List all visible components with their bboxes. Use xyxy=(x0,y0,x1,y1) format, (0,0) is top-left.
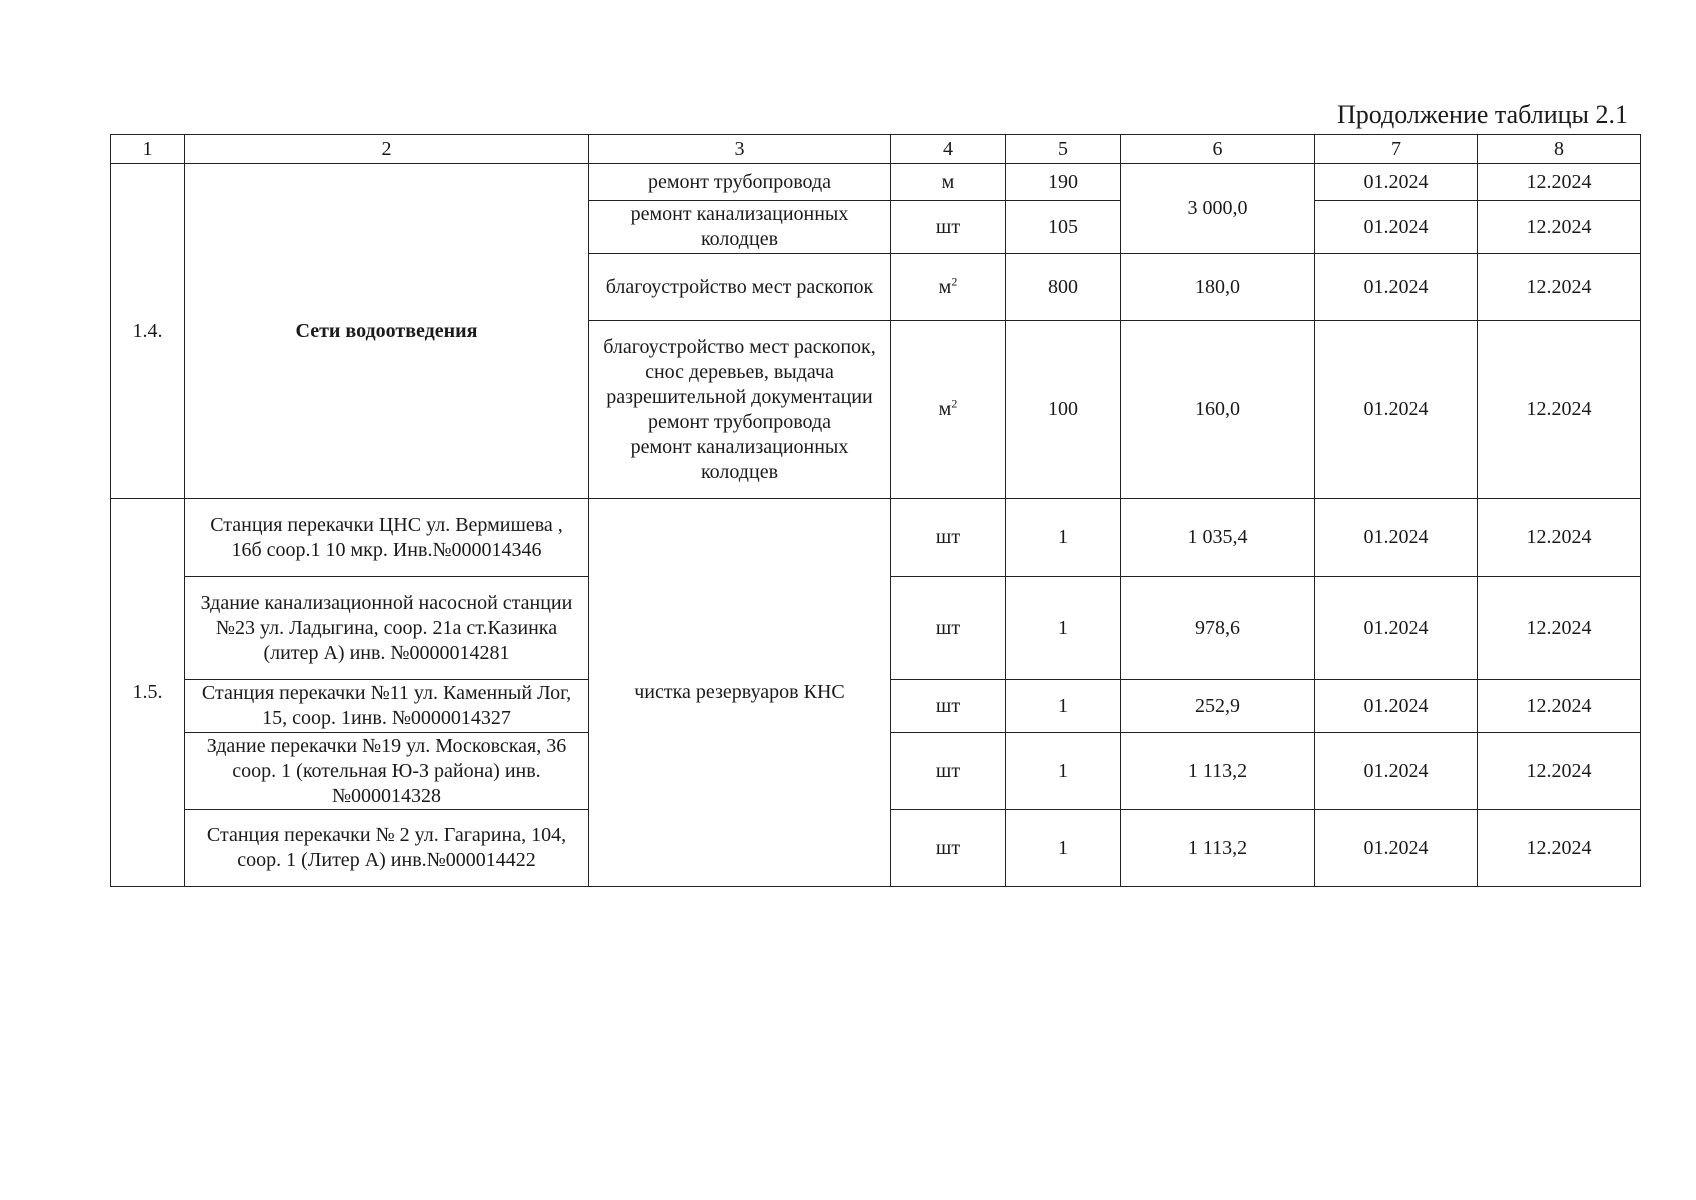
qty-cell: 100 xyxy=(1006,321,1121,499)
start-cell: 01.2024 xyxy=(1315,499,1478,577)
qty-cell: 1 xyxy=(1006,680,1121,733)
start-cell: 01.2024 xyxy=(1315,321,1478,499)
works-table xyxy=(110,134,1641,887)
cost-cell: 1 113,2 xyxy=(1121,733,1315,810)
header-cell: 8 xyxy=(1478,135,1641,164)
cost-cell: 180,0 xyxy=(1121,254,1315,321)
object-name-cell: Станция перекачки ЦНС ул. Вермишева , 16б соор.1 10 мкр. Инв.№000014346 xyxy=(185,499,589,577)
table-row xyxy=(111,499,1641,577)
header-cell: 6 xyxy=(1121,135,1315,164)
cost-cell: 978,6 xyxy=(1121,577,1315,680)
unit-cell: шт xyxy=(891,810,1006,887)
start-cell: 01.2024 xyxy=(1315,733,1478,810)
object-name-cell: Здание канализационной насосной станции №23 ул. Ладыгина, соор. 21а ст.Казинка (литер А) инв. №0000014281 xyxy=(185,577,589,680)
work-cell: ремонт трубопровода xyxy=(589,164,891,201)
cost-cell: 1 035,4 xyxy=(1121,499,1315,577)
header-cell: 5 xyxy=(1006,135,1121,164)
qty-cell: 105 xyxy=(1006,201,1121,254)
end-cell: 12.2024 xyxy=(1478,254,1641,321)
unit-cell: м xyxy=(891,164,1006,201)
end-cell: 12.2024 xyxy=(1478,164,1641,201)
end-cell: 12.2024 xyxy=(1478,577,1641,680)
header-row xyxy=(111,135,1641,164)
start-cell: 01.2024 xyxy=(1315,201,1478,254)
unit-cell: шт xyxy=(891,499,1006,577)
unit-cell xyxy=(891,254,1006,321)
work-line: ремонт трубопровода xyxy=(647,410,832,433)
qty-cell: 1 xyxy=(1006,577,1121,680)
unit-superscript: 2 xyxy=(951,396,958,411)
header-cell: 3 xyxy=(589,135,891,164)
unit-text: м xyxy=(938,275,952,298)
end-cell: 12.2024 xyxy=(1478,499,1641,577)
start-cell: 01.2024 xyxy=(1315,577,1478,680)
section-number: 1.5. xyxy=(111,499,185,887)
end-cell: 12.2024 xyxy=(1478,321,1641,499)
work-cell: благоустройство мест раскопок xyxy=(589,254,891,321)
header-cell: 4 xyxy=(891,135,1006,164)
work-cell: ремонт канализационных колодцев xyxy=(589,201,891,254)
unit-cell: шт xyxy=(891,733,1006,810)
unit-cell: шт xyxy=(891,680,1006,733)
unit-cell: шт xyxy=(891,201,1006,254)
object-name-cell: Здание перекачки №19 ул. Московская, 36 соор. 1 (котельная Ю-З района) инв.№000014328 xyxy=(185,733,589,810)
start-cell: 01.2024 xyxy=(1315,164,1478,201)
qty-cell: 1 xyxy=(1006,733,1121,810)
cost-cell: 160,0 xyxy=(1121,321,1315,499)
work-cell xyxy=(589,321,891,499)
unit-cell: шт xyxy=(891,577,1006,680)
start-cell: 01.2024 xyxy=(1315,254,1478,321)
qty-cell: 800 xyxy=(1006,254,1121,321)
section-number: 1.4. xyxy=(111,164,185,499)
qty-cell: 190 xyxy=(1006,164,1121,201)
object-name-cell: Станция перекачки №11 ул. Каменный Лог, 15, соор. 1инв. №0000014327 xyxy=(185,680,589,733)
qty-cell: 1 xyxy=(1006,810,1121,887)
unit-text: м xyxy=(938,398,952,420)
qty-cell: 1 xyxy=(1006,499,1121,577)
table-row xyxy=(111,164,1641,201)
cost-cell: 1 113,2 xyxy=(1121,810,1315,887)
end-cell: 12.2024 xyxy=(1478,201,1641,254)
unit-cell xyxy=(891,321,1006,499)
unit-superscript: 2 xyxy=(951,273,958,288)
work-line: ремонт канализационных колодцев xyxy=(630,435,849,483)
work-cell: чистка резервуаров КНС xyxy=(589,499,891,887)
end-cell: 12.2024 xyxy=(1478,810,1641,887)
header-cell: 2 xyxy=(185,135,589,164)
start-cell: 01.2024 xyxy=(1315,810,1478,887)
cost-cell: 3 000,0 xyxy=(1121,164,1315,254)
start-cell: 01.2024 xyxy=(1315,680,1478,733)
object-name-cell: Станция перекачки № 2 ул. Гагарина, 104, соор. 1 (Литер А) инв.№000014422 xyxy=(185,810,589,887)
end-cell: 12.2024 xyxy=(1478,733,1641,810)
table-caption: Продолжение таблицы 2.1 xyxy=(1337,100,1628,129)
header-cell: 7 xyxy=(1315,135,1478,164)
end-cell: 12.2024 xyxy=(1478,680,1641,733)
header-cell: 1 xyxy=(111,135,185,164)
section-name: Сети водоотведения xyxy=(185,164,589,499)
cost-cell: 252,9 xyxy=(1121,680,1315,733)
work-line: благоустройство мест раскопок, снос деревьев, выдача разрешительной документации xyxy=(603,335,876,408)
